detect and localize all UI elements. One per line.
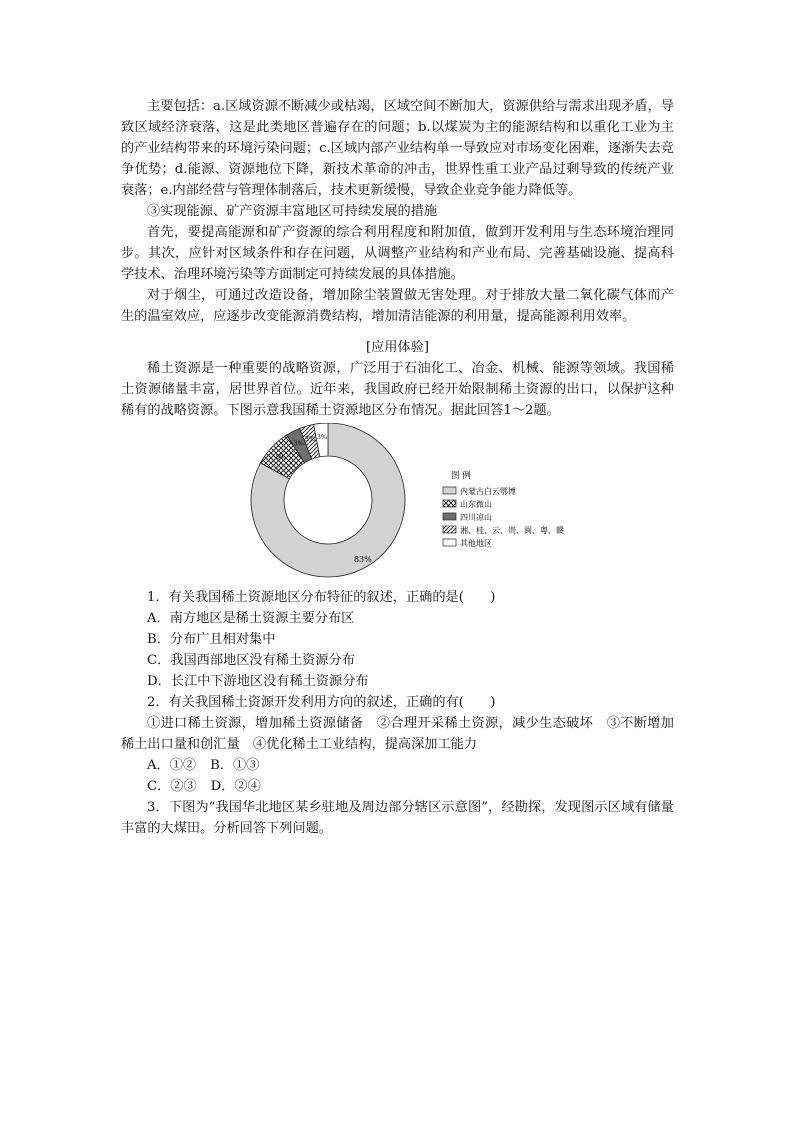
paragraph-heading-measures: ③实现能源、矿产资源丰富地区可持续发展的措施 [147, 204, 438, 219]
slice-label-2: 8% [275, 452, 287, 461]
slice-label-1: 83% [353, 554, 372, 564]
legend-label-4: 湘、桂、云、贵、闽、粤、赣 [460, 526, 564, 535]
q2-items: ①进口稀土资源，增加稀土资源储备 ②合理开采稀土资源，减少生态破坏 ③不断增加稀土出口量和创汇量 ④优化稀土工业结构，提高深加工能力 [121, 716, 674, 752]
q1-option-a: A．南方地区是稀土资源主要分布区 [147, 611, 355, 626]
section-title: [应用体验] [365, 340, 430, 355]
legend-label-2: 山东微山 [460, 500, 492, 509]
slice-label-4: 3% [304, 435, 316, 444]
q2-option-b: B．①③ [210, 758, 260, 773]
legend-title: 图 例 [451, 471, 471, 481]
legend-label-3: 四川凉山 [460, 513, 492, 522]
legend-swatch-3 [443, 513, 456, 520]
legend-swatch-2 [443, 500, 456, 507]
q1-option-d: D．长江中下游地区没有稀土资源分布 [147, 674, 369, 689]
paragraph-intro: 稀土资源是一种重要的战略资源，广泛用于石油化工、冶金、机械、能源等领域。我国稀土资源储量丰富，居世界首位。近年来，我国政府已经开始限制稀土资源的出口，以保护这种稀有的战略资源。下图示意我国稀土资源地区分布情况。据此回答1～2题。 [121, 361, 674, 418]
document-page [121, 96, 674, 839]
legend-label-1: 内蒙古白云鄂博 [460, 487, 516, 496]
question-1-stem: 1．有关我国稀土资源地区分布特征的叙述，正确的是( ) [147, 590, 496, 605]
q2-options-row-2 [121, 776, 674, 797]
paragraph-problems: 主要包括：a.区域资源不断减少或枯竭，区域空间不断加大，资源供给与需求出现矛盾，导致区域经济衰落，这是此类地区普遍存在的问题；b.以煤炭为主的能源结构和以重化工业为主的产业结构带来的环境污染问题；c.区域内部产业结构单一导致应对市场变化困难，逐渐失去竞争优势；d.能源、资源地位下降，新技术革命的冲击，世界性重工业产品过剩导致的传统产业衰落；e.内部经营与管理体制落后，技术更新缓慢，导致企业竞争能力降低等。 [121, 99, 674, 198]
q2-option-a: A．①② [147, 758, 197, 773]
question-3-stem: 3．下图为“我国华北地区某乡驻地及周边部分辖区示意图”，经勘探，发现图示区域有储量丰富的大煤田。分析回答下列问题。 [121, 800, 674, 836]
paragraph-measures: 首先，要提高能源和矿产资源的综合利用程度和附加值，做到开发利用与生态环境治理同步。其次，应针对区域条件和存在问题，从调整产业结构和产业布局、完善基础设施、提高科学技术、治理环境污染等方面制定可持续发展的具体措施。 [121, 225, 674, 282]
q1-option-b: B．分布广且相对集中 [147, 632, 276, 647]
q2-option-d: D．②④ [210, 779, 261, 794]
q1-option-c: C．我国西部地区没有稀土资源分布 [147, 653, 355, 668]
rare-earth-chart [121, 423, 674, 581]
legend-swatch-4 [443, 526, 456, 533]
q2-options-row-1 [121, 755, 674, 776]
legend-label-5: 其他地区 [460, 539, 492, 548]
legend-swatch-1 [443, 487, 456, 494]
paragraph-pollution: 对于烟尘，可通过改造设备，增加除尘装置做无害处理。对于排放大量二氧化碳气体而产生的温室效应，应逐步改变能源消费结构，增加清洁能源的利用量，提高能源利用效率。 [121, 288, 674, 324]
donut-chart [121, 423, 674, 581]
slice-label-3: 3% [293, 439, 304, 448]
q2-option-c: C．②③ [147, 779, 197, 794]
question-2-stem: 2．有关我国稀土资源开发利用方向的叙述，正确的有( ) [147, 695, 496, 710]
slice-label-5: 3% [316, 432, 328, 441]
legend-swatch-5 [443, 539, 456, 546]
